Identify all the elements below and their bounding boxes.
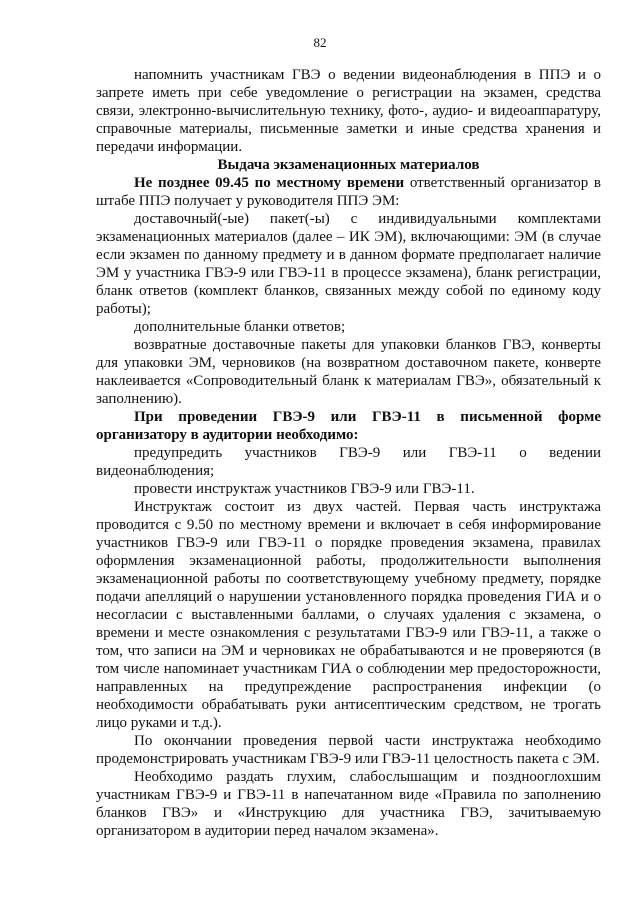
deadline-text: ответственный организатор в штабе ППЭ получает у руководителя ППЭ ЭМ: [96,175,601,209]
paragraph-written-form-heading: При проведении ГВЭ-9 или ГВЭ-11 в письменной форме организатору в аудитории необходимо: [96,409,601,443]
document-body [96,66,601,840]
section-heading: Выдача экзаменационных материалов [217,157,480,173]
paragraph-warn: предупредить участников ГВЭ-9 или ГВЭ-11 о ведении видеонаблюдения; [96,445,601,479]
paragraph-instruction-details: Инструктаж состоит из двух частей. Первая часть инструктажа проводится с 9.50 по местному времени и включает в себя информирование участников ГВЭ-9 или ГВЭ-11 о порядке проведения экзамена, правилах оформления экзаменационной работы, продолжительности выполнения экзаменационной работы по соответствующему учебному предмету, порядке подачи апелляций о нарушении установленного порядка проведения ГИА и о несогласии с выставленными баллами, о случаях удаления с экзамена, о времени и месте ознакомления с результатами ГВЭ-9 или ГВЭ-11, а также о том, что записи на ЭМ и черновиках не обрабатываются и не проверяются (в том числе напоминает участникам ГИА о соблюдении мер предосторожности, направленных на предупреждение распространения инфекции (о необходимости обрабатывать руки антисептическим средством, не трогать лицо руками и т.д.). [96,499,601,731]
paragraph-deadline [96,174,601,210]
paragraph-reminder: напомнить участникам ГВЭ о ведении видеонаблюдения в ППЭ и о запрете иметь при себе уведомление о регистрации на экзамен, средства связи, электронно-вычислительную технику, фото-, аудио- и видеоаппаратуру, справочные материалы, письменные заметки и иные средства хранения и передачи информации. [96,67,601,155]
deadline-bold: Не позднее 09.45 по местному времени [134,175,405,191]
paragraph-delivery-packages: доставочный(-ые) пакет(-ы) с индивидуальными комплектами экзаменационных материалов (далее – ИК ЭМ), включающими: ЭМ (в случае если экзамен по данному предмету и в данном формате предполагает наличие ЭМ у участника ГВЭ-9 или ГВЭ-11 в процессе экзамена), бланк регистрации, бланк ответов (комплект бланков, связанных между собой по единому коду работы); [96,211,601,317]
paragraph-demonstrate: По окончании проведения первой части инструктажа необходимо продемонстрировать участникам ГВЭ-9 или ГВЭ-11 целостность пакета с ЭМ. [96,733,601,767]
paragraph-return-packages: возвратные доставочные пакеты для упаковки бланков ГВЭ, конверты для упаковки ЭМ, черновиков (на возвратном доставочном пакете, конверте наклеивается «Сопроводительный бланк к материалам ГВЭ», обязательный к заполнению). [96,337,601,407]
page-number: 82 [313,35,327,50]
paragraph-extra-forms: дополнительные бланки ответов; [134,319,346,335]
paragraph-instruct: провести инструктаж участников ГВЭ-9 или ГВЭ-11. [134,481,475,497]
paragraph-distribute: Необходимо раздать глухим, слабослышащим и позднооглохшим участникам ГВЭ-9 и ГВЭ-11 в напечатанном виде «Правила по заполнению бланков ГВЭ» и «Инструкцию для участника ГВЭ, зачитываемую организатором в аудитории перед началом экзамена». [96,769,601,839]
